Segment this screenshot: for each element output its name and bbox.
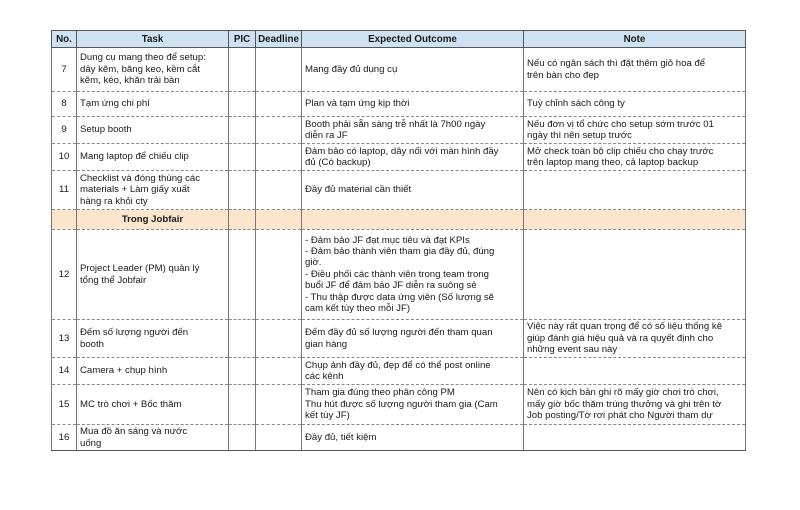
expected-outcome-cell — [302, 425, 524, 451]
table-row — [52, 230, 746, 320]
task-cell — [77, 48, 229, 92]
task-cell-line: Setup booth — [80, 124, 132, 136]
table-row — [52, 425, 746, 451]
table-row — [52, 117, 746, 144]
expected-outcome-cell — [302, 358, 524, 385]
task-cell — [77, 358, 229, 385]
section-row — [52, 210, 746, 230]
row-number: 13 — [52, 320, 77, 358]
deadline-cell — [256, 320, 302, 358]
note-cell — [524, 230, 746, 320]
note-cell-line: Mở check toàn bộ clip chiếu cho chạy trước — [527, 145, 714, 157]
task-cell — [77, 171, 229, 210]
header-note: Note — [524, 31, 746, 48]
expected-outcome-cell-line: Mang đầy đủ dụng cụ — [305, 63, 398, 75]
expected-outcome-cell-line: Tham gia đúng theo phân công PM — [305, 387, 455, 399]
task-cell-line: Camera + chụp hình — [80, 365, 168, 377]
note-cell-line: giúp đánh giá hiệu quả và ra quyết định cho — [527, 332, 714, 344]
pic-cell — [229, 117, 256, 144]
expected-outcome-cell-line: - Đảm bảo JF đạt mục tiêu và đạt KPIs — [305, 234, 470, 246]
expected-outcome-cell — [302, 92, 524, 117]
header-expected-outcome: Expected Outcome — [302, 31, 524, 48]
note-cell — [524, 358, 746, 385]
expected-outcome-cell-line: Đầy đủ, tiết kiệm — [305, 431, 377, 443]
expected-outcome-cell-line: gian hàng — [305, 338, 348, 350]
pic-cell — [229, 48, 256, 92]
pic-cell — [229, 425, 256, 451]
task-cell-line: Dung cụ mang theo để setup: — [80, 52, 206, 64]
deadline-cell — [256, 48, 302, 92]
section-empty-cell — [256, 210, 302, 230]
note-cell-line: Nếu có ngân sách thì đặt thêm giỏ hoa để — [527, 58, 706, 70]
pic-cell — [229, 92, 256, 117]
pic-cell — [229, 358, 256, 385]
table-row — [52, 92, 746, 117]
task-cell — [77, 117, 229, 144]
task-cell-line: tổng thể Jobfair — [80, 274, 147, 286]
expected-outcome-cell-line: Đầy đủ material cần thiết — [305, 184, 412, 196]
task-cell — [77, 230, 229, 320]
row-number: 11 — [52, 171, 77, 210]
expected-outcome-cell-line: Thu hút được số lượng người tham gia (Cam — [305, 398, 498, 410]
task-cell-line: Mang laptop để chiếu clip — [80, 151, 189, 163]
row-number: 8 — [52, 92, 77, 117]
section-number-cell — [52, 210, 77, 230]
deadline-cell — [256, 425, 302, 451]
expected-outcome-cell-line: Đảm bảo có laptop, dây nối với màn hình đầy — [305, 145, 499, 157]
expected-outcome-cell — [302, 385, 524, 425]
expected-outcome-cell — [302, 171, 524, 210]
note-cell-line: Tuỳ chỉnh sách công ty — [527, 98, 625, 110]
section-empty-cell — [524, 210, 746, 230]
note-cell-line: mấy giờ bốc thăm trúng thưởng và ghi trên tờ — [527, 398, 722, 410]
task-cell-line: Đếm số lượng người đến — [80, 327, 189, 339]
expected-outcome-cell-line: buổi JF để đảm bảo JF diễn ra suông sẻ — [305, 280, 477, 292]
expected-outcome-cell-line: Chụp ảnh đầy đủ, đẹp để có thể post online — [305, 359, 491, 371]
note-cell — [524, 92, 746, 117]
note-cell — [524, 320, 746, 358]
table-row — [52, 171, 746, 210]
expected-outcome-cell-line: kết tùy JF) — [305, 410, 350, 422]
task-cell-line: dây kẽm, băng keo, kềm cắt — [80, 63, 200, 75]
expected-outcome-cell — [302, 144, 524, 171]
task-cell-line: uống — [80, 437, 102, 449]
row-number: 12 — [52, 230, 77, 320]
header-pic: PIC — [229, 31, 256, 48]
expected-outcome-cell-line: - Điều phối các thành viên trong team trong — [305, 268, 489, 280]
expected-outcome-cell — [302, 117, 524, 144]
row-number: 9 — [52, 117, 77, 144]
section-label: Trong Jobfair — [77, 210, 229, 230]
note-cell-line: ngày thì nên setup trước — [527, 130, 632, 141]
task-cell-line: Checklist và đóng thùng các — [80, 172, 200, 184]
table-row — [52, 320, 746, 358]
expected-outcome-cell-line: - Thu thập được data ứng viên (Số lượng sẽ — [305, 291, 495, 303]
note-cell-line: Job posting/Tờ rơi phát cho Người tham dự — [527, 410, 713, 422]
expected-outcome-cell — [302, 48, 524, 92]
expected-outcome-cell-line: Plan và tạm ứng kịp thời — [305, 98, 410, 110]
table-row — [52, 48, 746, 92]
checklist-sheet — [51, 30, 745, 451]
task-cell — [77, 92, 229, 117]
row-number: 14 — [52, 358, 77, 385]
pic-cell — [229, 144, 256, 171]
task-cell-line: Tạm ứng chi phí — [80, 98, 150, 110]
table-row — [52, 144, 746, 171]
note-cell-line: Việc này rất quan trọng để có số liệu thống kê — [527, 321, 723, 333]
pic-cell — [229, 320, 256, 358]
row-number: 16 — [52, 425, 77, 451]
task-cell-line: Project Leader (PM) quản lý — [80, 263, 200, 275]
pic-cell — [229, 230, 256, 320]
deadline-cell — [256, 230, 302, 320]
header-task: Task — [77, 31, 229, 48]
note-cell — [524, 425, 746, 451]
pic-cell — [229, 171, 256, 210]
expected-outcome-cell-line: giờ. — [305, 257, 322, 269]
note-cell — [524, 171, 746, 210]
note-cell — [524, 117, 746, 144]
expected-outcome-cell-line: Đếm đầy đủ số lượng người đến tham quan — [305, 327, 493, 339]
section-empty-cell — [229, 210, 256, 230]
task-cell-line: Mua đồ ăn sáng và nước — [80, 426, 188, 438]
expected-outcome-cell — [302, 230, 524, 320]
note-cell-line: những event sau này — [527, 344, 618, 356]
note-cell-line: trên bàn cho đẹp — [527, 69, 600, 81]
row-number: 15 — [52, 385, 77, 425]
deadline-cell — [256, 117, 302, 144]
task-table — [51, 30, 746, 451]
expected-outcome-cell-line: các kênh — [305, 371, 344, 382]
task-cell-line: kẽm, kéo, khăn trải bàn — [80, 75, 180, 87]
deadline-cell — [256, 385, 302, 425]
task-cell — [77, 425, 229, 451]
expected-outcome-cell-line: đủ (Có backup) — [305, 157, 371, 168]
task-cell — [77, 144, 229, 171]
task-cell-line: materials + Làm giấy xuất — [80, 184, 190, 196]
deadline-cell — [256, 144, 302, 171]
task-cell — [77, 385, 229, 425]
pic-cell — [229, 385, 256, 425]
deadline-cell — [256, 171, 302, 210]
expected-outcome-cell-line: - Đảm bảo thành viên tham gia đầy đủ, đúng — [305, 245, 495, 257]
row-number: 10 — [52, 144, 77, 171]
header-no: No. — [52, 31, 77, 48]
table-row — [52, 385, 746, 425]
note-cell-line: Nếu đơn vị tổ chức cho setup sớm trước 01 — [527, 118, 714, 130]
table-row — [52, 358, 746, 385]
header-deadline: Deadline — [256, 31, 302, 48]
deadline-cell — [256, 358, 302, 385]
deadline-cell — [256, 92, 302, 117]
task-cell — [77, 320, 229, 358]
header-row — [52, 31, 746, 48]
row-number: 7 — [52, 48, 77, 92]
task-cell-line: booth — [80, 338, 105, 350]
note-cell — [524, 144, 746, 171]
expected-outcome-cell — [302, 320, 524, 358]
expected-outcome-cell-line: Booth phải sẵn sàng trễ nhất là 7h00 ngày — [305, 118, 486, 130]
expected-outcome-cell-line: cam kết tùy theo mỗi JF) — [305, 303, 411, 315]
task-cell-line: MC trò chơi + Bốc thăm — [80, 398, 182, 410]
section-empty-cell — [302, 210, 524, 230]
expected-outcome-cell-line: diễn ra JF — [305, 130, 348, 141]
note-cell-line: trên laptop mang theo, cả laptop backup — [527, 157, 699, 168]
note-cell — [524, 385, 746, 425]
note-cell-line: Nên có kịch bản ghi rõ mấy giờ chơi trò chơi, — [527, 387, 719, 399]
note-cell — [524, 48, 746, 92]
task-cell-line: hàng ra khỏi cty — [80, 195, 148, 207]
